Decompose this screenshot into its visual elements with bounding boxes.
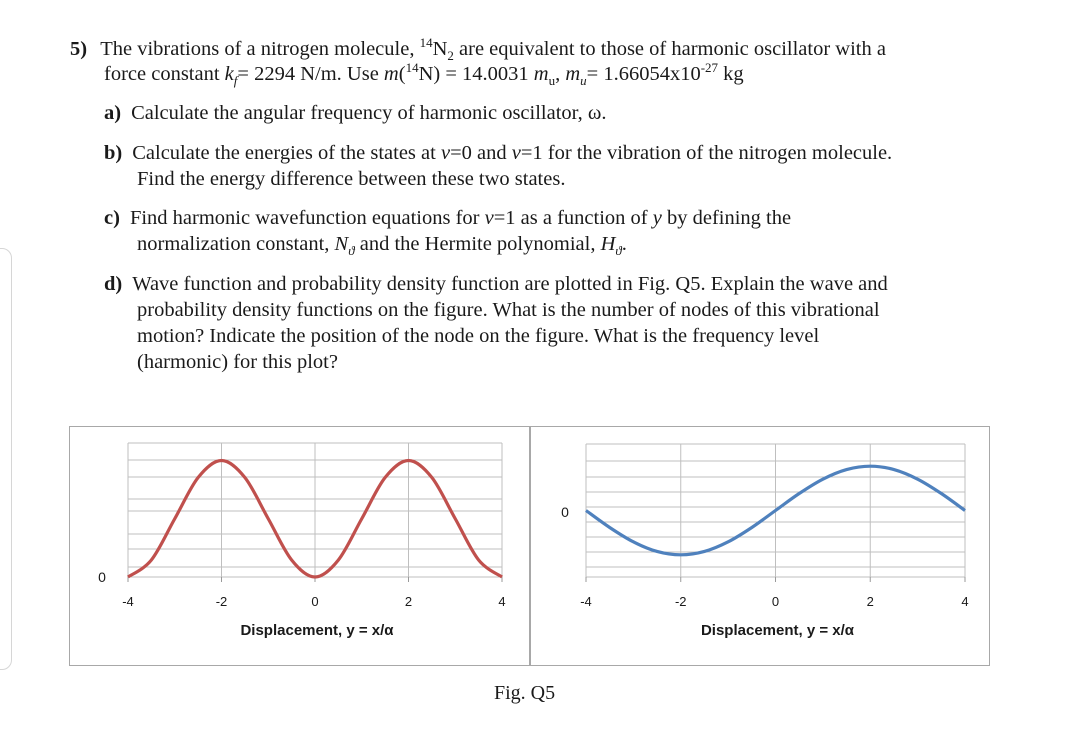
x-tick-label: 2 [404,594,413,609]
part-b-line-1: b) Calculate the energies of the states at v=0 and v=1 for the vibration of the nitrogen molecule. [104,142,893,164]
part-a-label: a) [104,102,122,124]
wave-function-plot [531,427,989,665]
part-d-label: d) [104,273,123,295]
grid-lines [128,443,502,577]
question-line-1: 5) The vibrations of a nitrogen molecule, $^{14}N_2$ are equivalent to those of harmonic oscillator with a [70,35,886,64]
question-number: 5) [70,38,88,60]
probability-density-chart [69,426,530,666]
part-b-line-2: Find the energy difference between these two states. [137,168,566,190]
probability-density-plot [70,427,529,665]
x-tick-label: 4 [498,594,506,609]
part-d-line-4: (harmonic) for this plot? [137,351,338,373]
x-tick-label: 0 [771,594,780,609]
page-edge-tab [0,248,12,670]
part-a-text: Calculate the angular frequency of harmonic oscillator, ω. [131,102,607,124]
x-tick-label: 0 [311,594,319,609]
y-tick-label: 0 [98,569,106,585]
question-line-2: force constant $k_f= 2294$ N/m. Use m($^{14}$N) = 14.0031 $m_u$, $m_u= 1.66054x10^{-27}$ kg [104,60,744,89]
part-d-line-2: probability density functions on the figure. What is the number of nodes of this vibrational [137,299,880,321]
part-a [104,101,607,125]
y-tick-label: 0 [561,504,569,520]
x-axis-title: Displacement, y = x/α [700,622,855,639]
part-c-line-1: c) Find harmonic wavefunction equations for v=1 as a function of y by defining the [104,207,792,229]
wave-function-chart [530,426,990,666]
x-tick-label: -4 [580,594,592,609]
x-tick-label: -2 [674,594,687,609]
x-tick-label: -4 [122,594,134,609]
x-axis-title: Displacement, y = x/α [240,622,394,639]
figure-caption: Fig. Q5 [494,682,556,704]
part-d-line-1: d) Wave function and probability density function are plotted in Fig. Q5. Explain the wave and [104,273,888,295]
x-tick-label: 4 [961,594,969,609]
part-d-line-3: motion? Indicate the position of the node on the figure. What is the frequency level [137,325,820,347]
x-tick-label: 2 [866,594,874,609]
x-tick-label: -2 [215,594,228,609]
part-c-line-2: normalization constant, $N_ϑ$ and the Hermite polynomial, $H_ϑ$. [137,233,627,259]
part-b-label: b) [104,142,123,164]
part-c-label: c) [104,207,120,229]
